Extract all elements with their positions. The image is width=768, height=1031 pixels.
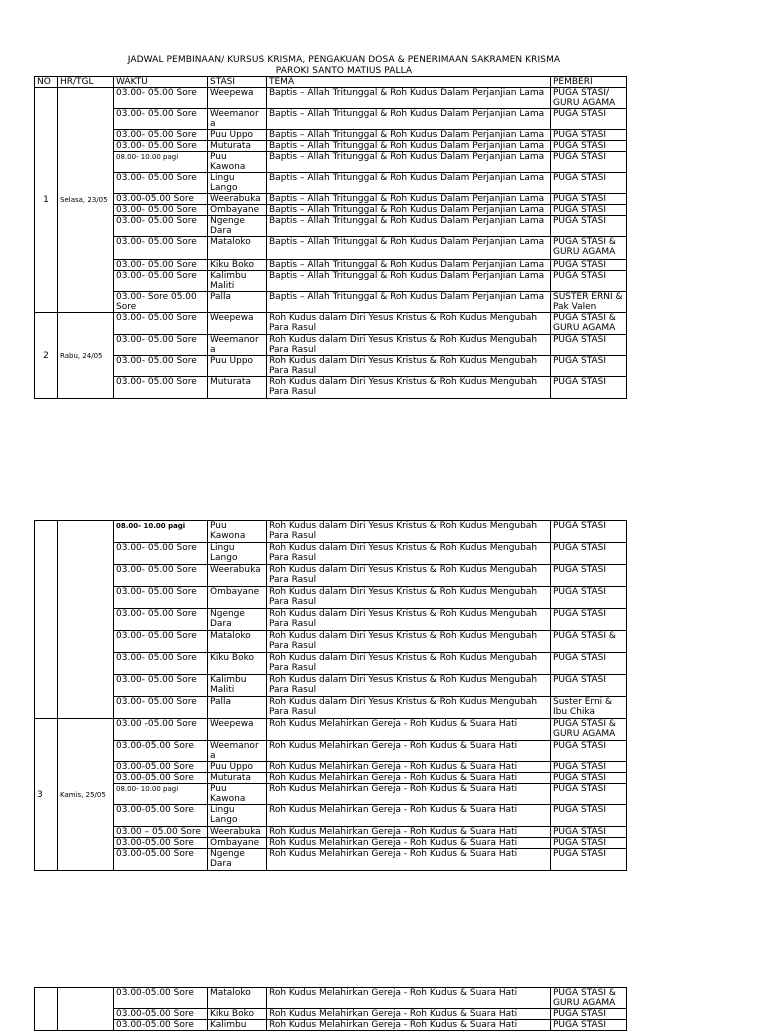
cell-tema: Roh Kudus Melahirkan Gereja - Roh Kudus & Suara Hati xyxy=(267,762,551,773)
group-day: Kamis, 25/05 xyxy=(58,719,114,871)
cell-stasi: Weerabuka xyxy=(208,827,267,838)
cell-pemberi: PUGA STASI xyxy=(551,216,627,237)
cell-stasi: Weepewa xyxy=(208,88,267,109)
group-number: 2 xyxy=(35,313,58,399)
cell-pemberi: PUGA STASI xyxy=(551,741,627,762)
cell-tema: Roh Kudus Melahirkan Gereja - Roh Kudus & Suara Hati xyxy=(267,1009,551,1020)
table-row xyxy=(35,521,627,543)
cell-waktu: 03.00- 05.00 Sore xyxy=(114,271,208,292)
table-row xyxy=(35,609,627,631)
cell-waktu: 03.00-05.00 Sore xyxy=(114,1009,208,1020)
cell-stasi: Puu Uppo xyxy=(208,356,267,377)
cell-stasi: Mataloko xyxy=(208,237,267,260)
cell-waktu: 03.00- 05.00 Sore xyxy=(114,653,208,675)
cell-tema: Baptis – Allah Tritunggal & Roh Kudus Dalam Perjanjian Lama xyxy=(267,194,551,205)
table-row xyxy=(35,173,627,194)
cell-pemberi: PUGA STASI xyxy=(551,260,627,271)
cell-tema: Roh Kudus dalam Diri Yesus Kristus & Roh Kudus Mengubah Para Rasul xyxy=(267,565,551,587)
cell-stasi: Lingu Lango xyxy=(208,805,267,827)
table-row xyxy=(35,587,627,609)
cell-pemberi: PUGA STASI xyxy=(551,849,627,871)
cell-tema: Roh Kudus Melahirkan Gereja - Roh Kudus & Suara Hati xyxy=(267,849,551,871)
cell-stasi: Lingu Lango xyxy=(208,173,267,194)
table-row xyxy=(35,849,627,871)
group-number: 3 xyxy=(35,719,58,871)
cell-stasi: Puu Kawona xyxy=(208,521,267,543)
cell-waktu: 03.00- 05.00 Sore xyxy=(114,130,208,141)
cell-waktu: 03.00- 05.00 Sore xyxy=(114,335,208,356)
cell-waktu: 03.00- 05.00 Sore xyxy=(114,543,208,565)
cell-tema: Baptis – Allah Tritunggal & Roh Kudus Dalam Perjanjian Lama xyxy=(267,292,551,313)
cell-pemberi: PUGA STASI xyxy=(551,1009,627,1020)
table-row xyxy=(35,1020,627,1031)
cell-pemberi: PUGA STASI xyxy=(551,609,627,631)
cell-waktu: 03.00- 05.00 Sore xyxy=(114,565,208,587)
cell-waktu: 03.00-05.00 Sore xyxy=(114,773,208,784)
cell-tema: Baptis – Allah Tritunggal & Roh Kudus Dalam Perjanjian Lama xyxy=(267,237,551,260)
header-no: NO xyxy=(35,77,58,88)
cell-pemberi: PUGA STASI xyxy=(551,838,627,849)
cell-tema: Roh Kudus dalam Diri Yesus Kristus & Roh Kudus Mengubah Para Rasul xyxy=(267,653,551,675)
cell-waktu: 03.00 – 05.00 Sore xyxy=(114,827,208,838)
cell-stasi: Ombayane xyxy=(208,205,267,216)
cell-pemberi: PUGA STASI & GURU AGAMA xyxy=(551,237,627,260)
table-row xyxy=(35,773,627,784)
group-number-empty xyxy=(35,521,58,719)
header-hr-tgl: HR/TGL xyxy=(58,77,114,88)
cell-pemberi: PUGA STASI xyxy=(551,653,627,675)
group-day-empty xyxy=(58,521,114,719)
cell-tema: Baptis – Allah Tritunggal & Roh Kudus Dalam Perjanjian Lama xyxy=(267,260,551,271)
cell-pemberi: PUGA STASI xyxy=(551,762,627,773)
cell-stasi: Weerabuka xyxy=(208,565,267,587)
cell-stasi: Muturata xyxy=(208,141,267,152)
cell-tema: Baptis – Allah Tritunggal & Roh Kudus Dalam Perjanjian Lama xyxy=(267,205,551,216)
cell-tema: Roh Kudus Melahirkan Gereja - Roh Kudus & Suara Hati xyxy=(267,1020,551,1031)
document-title: JADWAL PEMBINAAN/ KURSUS KRISMA, PENGAKUAN DOSA & PENERIMAAN SAKRAMEN KRISMA xyxy=(127,55,561,65)
table-row xyxy=(35,631,627,653)
cell-stasi: Palla xyxy=(208,292,267,313)
cell-waktu: 03.00-05.00 Sore xyxy=(114,762,208,773)
table-row xyxy=(35,827,627,838)
table-row xyxy=(35,697,627,719)
cell-tema: Roh Kudus dalam Diri Yesus Kristus & Roh Kudus Mengubah Para Rasul xyxy=(267,313,551,335)
cell-waktu: 08.00- 10.00 pagi xyxy=(114,521,208,543)
table-row xyxy=(35,216,627,237)
table-row xyxy=(35,205,627,216)
cell-tema: Baptis – Allah Tritunggal & Roh Kudus Dalam Perjanjian Lama xyxy=(267,141,551,152)
cell-waktu: 03.00- 05.00 Sore xyxy=(114,141,208,152)
cell-pemberi: PUGA STASI xyxy=(551,1020,627,1031)
cell-tema: Baptis – Allah Tritunggal & Roh Kudus Dalam Perjanjian Lama xyxy=(267,130,551,141)
table-row xyxy=(35,719,627,741)
group-number: 1 xyxy=(35,88,58,313)
table-row xyxy=(35,260,627,271)
header-stasi: STASI xyxy=(208,77,267,88)
cell-tema: Roh Kudus Melahirkan Gereja - Roh Kudus & Suara Hati xyxy=(267,827,551,838)
cell-stasi: Puu Uppo xyxy=(208,762,267,773)
cell-tema: Baptis – Allah Tritunggal & Roh Kudus Dalam Perjanjian Lama xyxy=(267,88,551,109)
cell-tema: Roh Kudus Melahirkan Gereja - Roh Kudus & Suara Hati xyxy=(267,773,551,784)
cell-waktu: 03.00- 05.00 Sore xyxy=(114,109,208,130)
cell-stasi: Muturata xyxy=(208,377,267,399)
cell-stasi: Puu Uppo xyxy=(208,130,267,141)
cell-stasi: Kiku Boko xyxy=(208,1009,267,1020)
table-row xyxy=(35,543,627,565)
table-row xyxy=(35,313,627,335)
cell-pemberi: PUGA STASI xyxy=(551,675,627,697)
cell-waktu: 08.00- 10.00 pagi xyxy=(114,784,208,805)
table-row xyxy=(35,356,627,377)
cell-stasi: Puu Kawona xyxy=(208,152,267,173)
cell-stasi: Palla xyxy=(208,697,267,719)
cell-tema: Roh Kudus dalam Diri Yesus Kristus & Roh Kudus Mengubah Para Rasul xyxy=(267,377,551,399)
cell-stasi: Weemanor a xyxy=(208,335,267,356)
cell-waktu: 03.00- 05.00 Sore xyxy=(114,356,208,377)
cell-tema: Roh Kudus dalam Diri Yesus Kristus & Roh Kudus Mengubah Para Rasul xyxy=(267,587,551,609)
table-row xyxy=(35,1009,627,1020)
cell-stasi: Ombayane xyxy=(208,587,267,609)
cell-pemberi: PUGA STASI xyxy=(551,335,627,356)
cell-stasi: Weemanor a xyxy=(208,109,267,130)
cell-pemberi: PUGA STASI xyxy=(551,141,627,152)
cell-stasi: Weemanor a xyxy=(208,741,267,762)
cell-waktu: 03.00- 05.00 Sore xyxy=(114,205,208,216)
cell-stasi: Kalimbu Maliti xyxy=(208,271,267,292)
cell-tema: Roh Kudus Melahirkan Gereja - Roh Kudus & Suara Hati xyxy=(267,805,551,827)
cell-tema: Roh Kudus Melahirkan Gereja - Roh Kudus & Suara Hati xyxy=(267,784,551,805)
cell-waktu: 03.00- 05.00 Sore xyxy=(114,313,208,335)
cell-pemberi: Suster Erni & Ibu Chika xyxy=(551,697,627,719)
cell-stasi: Ngenge Dara xyxy=(208,216,267,237)
cell-tema: Roh Kudus Melahirkan Gereja - Roh Kudus & Suara Hati xyxy=(267,988,551,1009)
cell-tema: Roh Kudus dalam Diri Yesus Kristus & Roh Kudus Mengubah Para Rasul xyxy=(267,609,551,631)
cell-pemberi: PUGA STASI & GURU AGAMA xyxy=(551,313,627,335)
cell-waktu: 03.00- 05.00 Sore xyxy=(114,697,208,719)
cell-stasi: Weerabuka xyxy=(208,194,267,205)
cell-tema: Roh Kudus Melahirkan Gereja - Roh Kudus & Suara Hati xyxy=(267,719,551,741)
cell-waktu: 08.00- 10.00 pagi xyxy=(114,152,208,173)
group-day: Rabu, 24/05 xyxy=(58,313,114,399)
cell-tema: Roh Kudus dalam Diri Yesus Kristus & Roh Kudus Mengubah Para Rasul xyxy=(267,675,551,697)
table-row xyxy=(35,194,627,205)
cell-tema: Baptis – Allah Tritunggal & Roh Kudus Dalam Perjanjian Lama xyxy=(267,109,551,130)
cell-tema: Roh Kudus dalam Diri Yesus Kristus & Roh Kudus Mengubah Para Rasul xyxy=(267,521,551,543)
cell-pemberi: PUGA STASI xyxy=(551,205,627,216)
cell-tema: Roh Kudus dalam Diri Yesus Kristus & Roh Kudus Mengubah Para Rasul xyxy=(267,356,551,377)
cell-pemberi: PUGA STASI xyxy=(551,565,627,587)
group-day-empty xyxy=(58,988,114,1031)
cell-tema: Roh Kudus Melahirkan Gereja - Roh Kudus & Suara Hati xyxy=(267,741,551,762)
cell-tema: Roh Kudus dalam Diri Yesus Kristus & Roh Kudus Mengubah Para Rasul xyxy=(267,631,551,653)
cell-stasi: Kalimbu xyxy=(208,1020,267,1031)
group-number-empty xyxy=(35,988,58,1031)
table-row xyxy=(35,271,627,292)
cell-tema: Baptis – Allah Tritunggal & Roh Kudus Dalam Perjanjian Lama xyxy=(267,152,551,173)
header-waktu: WAKTU xyxy=(114,77,208,88)
cell-waktu: 03.00- 05.00 Sore xyxy=(114,237,208,260)
cell-waktu: 03.00-05.00 Sore xyxy=(114,988,208,1009)
cell-pemberi: PUGA STASI & GURU AGAMA xyxy=(551,988,627,1009)
cell-stasi: Ombayane xyxy=(208,838,267,849)
table-row xyxy=(35,130,627,141)
table-row xyxy=(35,675,627,697)
table-row xyxy=(35,653,627,675)
cell-stasi: Lingu Lango xyxy=(208,543,267,565)
table-row xyxy=(35,988,627,1009)
cell-stasi: Kiku Boko xyxy=(208,260,267,271)
cell-tema: Baptis – Allah Tritunggal & Roh Kudus Dalam Perjanjian Lama xyxy=(267,216,551,237)
cell-pemberi: PUGA STASI xyxy=(551,152,627,173)
cell-waktu: 03.00-05.00 Sore xyxy=(114,194,208,205)
cell-pemberi: PUGA STASI xyxy=(551,521,627,543)
table-row xyxy=(35,377,627,399)
cell-waktu: 03.00- 05.00 Sore xyxy=(114,88,208,109)
document-subtitle: PAROKI SANTO MATIUS PALLA xyxy=(275,66,413,76)
cell-pemberi: SUSTER ERNI & Pak Valen xyxy=(551,292,627,313)
schedule-table-page3 xyxy=(34,987,627,1031)
cell-waktu: 03.00-05.00 Sore xyxy=(114,849,208,871)
cell-pemberi: PUGA STASI xyxy=(551,827,627,838)
cell-pemberi: PUGA STASI xyxy=(551,587,627,609)
header-tema: TEMA xyxy=(267,77,551,88)
cell-tema: Roh Kudus dalam Diri Yesus Kristus & Roh Kudus Mengubah Para Rasul xyxy=(267,543,551,565)
table-row xyxy=(35,88,627,109)
table-row xyxy=(35,109,627,130)
cell-pemberi: PUGA STASI xyxy=(551,109,627,130)
cell-waktu: 03.00- Sore 05.00 Sore xyxy=(114,292,208,313)
cell-tema: Baptis – Allah Tritunggal & Roh Kudus Dalam Perjanjian Lama xyxy=(267,271,551,292)
cell-pemberi: PUGA STASI & xyxy=(551,631,627,653)
table-row xyxy=(35,335,627,356)
cell-tema: Roh Kudus dalam Diri Yesus Kristus & Roh Kudus Mengubah Para Rasul xyxy=(267,697,551,719)
cell-waktu: 03.00- 05.00 Sore xyxy=(114,216,208,237)
cell-pemberi: PUGA STASI xyxy=(551,194,627,205)
cell-waktu: 03.00-05.00 Sore xyxy=(114,838,208,849)
cell-pemberi: PUGA STASI xyxy=(551,377,627,399)
table-row xyxy=(35,152,627,173)
cell-tema: Roh Kudus Melahirkan Gereja - Roh Kudus & Suara Hati xyxy=(267,838,551,849)
table-row xyxy=(35,805,627,827)
header-pemberi: PEMBERI xyxy=(551,77,627,88)
cell-stasi: Muturata xyxy=(208,773,267,784)
cell-pemberi: PUGA STASI xyxy=(551,356,627,377)
cell-waktu: 03.00-05.00 Sore xyxy=(114,741,208,762)
cell-waktu: 03.00- 05.00 Sore xyxy=(114,675,208,697)
table-row xyxy=(35,762,627,773)
cell-stasi: Mataloko xyxy=(208,631,267,653)
cell-stasi: Ngenge Dara xyxy=(208,609,267,631)
cell-pemberi: PUGA STASI/ GURU AGAMA xyxy=(551,88,627,109)
table-row xyxy=(35,292,627,313)
cell-waktu: 03.00-05.00 Sore xyxy=(114,805,208,827)
cell-pemberi: PUGA STASI xyxy=(551,130,627,141)
cell-tema: Roh Kudus dalam Diri Yesus Kristus & Roh Kudus Mengubah Para Rasul xyxy=(267,335,551,356)
cell-pemberi: PUGA STASI xyxy=(551,271,627,292)
cell-pemberi: PUGA STASI xyxy=(551,543,627,565)
table-row xyxy=(35,784,627,805)
cell-stasi: Weepewa xyxy=(208,313,267,335)
cell-stasi: Weepewa xyxy=(208,719,267,741)
cell-waktu: 03.00-05.00 Sore xyxy=(114,1020,208,1031)
cell-pemberi: PUGA STASI xyxy=(551,773,627,784)
cell-waktu: 03.00- 05.00 Sore xyxy=(114,377,208,399)
cell-stasi: Mataloko xyxy=(208,988,267,1009)
table-row xyxy=(35,741,627,762)
cell-pemberi: PUGA STASI & GURU AGAMA xyxy=(551,719,627,741)
cell-stasi: Puu Kawona xyxy=(208,784,267,805)
cell-waktu: 03.00 -05.00 Sore xyxy=(114,719,208,741)
schedule-table-page1 xyxy=(34,76,627,399)
cell-stasi: Ngenge Dara xyxy=(208,849,267,871)
cell-stasi: Kiku Boko xyxy=(208,653,267,675)
cell-pemberi: PUGA STASI xyxy=(551,784,627,805)
table-header-row xyxy=(35,77,627,88)
cell-waktu: 03.00- 05.00 Sore xyxy=(114,631,208,653)
cell-pemberi: PUGA STASI xyxy=(551,173,627,194)
table-row xyxy=(35,838,627,849)
cell-waktu: 03.00- 05.00 Sore xyxy=(114,173,208,194)
table-row xyxy=(35,141,627,152)
cell-waktu: 03.00- 05.00 Sore xyxy=(114,260,208,271)
cell-pemberi: PUGA STASI xyxy=(551,805,627,827)
cell-stasi: Kalimbu Maliti xyxy=(208,675,267,697)
schedule-table-page2 xyxy=(34,520,627,871)
cell-tema: Baptis – Allah Tritunggal & Roh Kudus Dalam Perjanjian Lama xyxy=(267,173,551,194)
table-row xyxy=(35,565,627,587)
cell-waktu: 03.00- 05.00 Sore xyxy=(114,609,208,631)
group-day: Selasa, 23/05 xyxy=(58,88,114,313)
table-row xyxy=(35,237,627,260)
cell-waktu: 03.00- 05.00 Sore xyxy=(114,587,208,609)
